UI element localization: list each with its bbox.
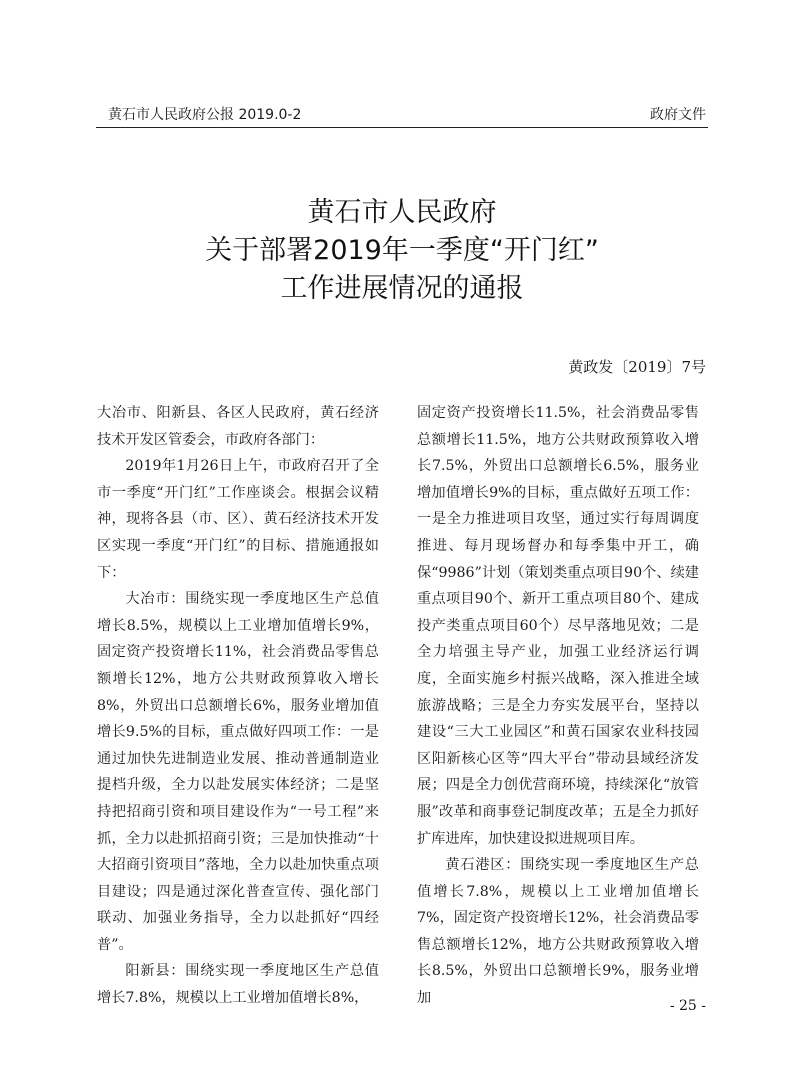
daye-paragraph: 大冶市：围绕实现一季度地区生产总值增长8.5%，规模以上工业增加值增长9%，固定资产投资增长11%，社会消费品零售总额增长12%，地方公共财政预算收入增长8%，外贸出口总额增长6%，服务业增加值增长9.5%的目标，重点做好四项工作：一是通过加快先进制造业发展、推动普通制造业提档升级，全力以赴发展实体经济；二是坚持把招商引资和项目建设作为“一号工程”来抓，全力以赴抓招商引资；三是加快推动“十大招商引资项目”落地，全力以赴加快重点项目建设；四是通过深化普查宣传、强化部门联动、加强业务指导，全力以赴抓好“四经普”。 xyxy=(97,591,379,953)
addressee-paragraph: 大冶市、阳新县、各区人民政府，黄石经济技术开发区管委会，市政府各部门： xyxy=(97,405,379,448)
header-section: 政府文件 xyxy=(650,107,706,123)
huangshigang-paragraph: 黄石港区：围绕实现一季度地区生产总值增长7.8%，规模以上工业增加值增长7%，固定资产投资增长12%，社会消费品零售总额增长12%，地方公共财政预算收入增长8.5%，外贸出口总额增长9%，服务业增加 xyxy=(417,857,699,1007)
title-line-2: 关于部署2019年一季度“开门红” xyxy=(205,235,599,266)
title-line-1: 黄石市人民政府 xyxy=(307,197,497,228)
running-header xyxy=(108,104,706,126)
document-title xyxy=(96,194,708,308)
document-number: 黄政发〔2019〕7号 xyxy=(568,358,706,376)
intro-paragraph: 2019年1月26日上午，市政府召开了全市一季度“开门红”工作座谈会。根据会议精神，现将各县（市、区）、黄石经济技术开发区实现一季度“开门红”的目标、措施通报如下： xyxy=(97,458,379,581)
right-column xyxy=(417,400,699,1012)
yangxin-paragraph: 阳新县：围绕实现一季度地区生产总值增长7.8%，规模以上工业增加值增长8%， xyxy=(97,963,379,1007)
page-number: - 25 - xyxy=(669,998,706,1014)
title-line-3: 工作进展情况的通报 xyxy=(280,273,524,304)
header-publication: 黄石市人民政府公报 2019.0-2 xyxy=(108,107,302,123)
header-rule xyxy=(96,127,708,128)
left-column xyxy=(97,400,379,1012)
yangxin-continued-paragraph: 固定资产投资增长11.5%，社会消费品零售总额增长11.5%，地方公共财政预算收入增长7.5%，外贸出口总额增长6.5%，服务业增加值增长9%的目标，重点做好五项工作：一是全力推进项目攻坚，通过实行每周调度推进、每月现场督办和每季集中开工，确保“9986”计划（策划类重点项目90个、续建重点项目90个、新开工重点项目80个、建成投产类重点项目60个）尽早落地见效；二是全力培强主导产业，加强工业经济运行调度，全面实施乡村振兴战略，深入推进全域旅游战略；三是全力夯实发展平台，坚持以建设“三大工业园区”和黄石国家农业科技园区阳新核心区等“四大平台”带动县域经济发展；四是全力创优营商环境，持续深化“放管服”改革和商事登记制度改革；五是全力抓好扩库进库，加快建设拟进规项目库。 xyxy=(417,405,699,847)
